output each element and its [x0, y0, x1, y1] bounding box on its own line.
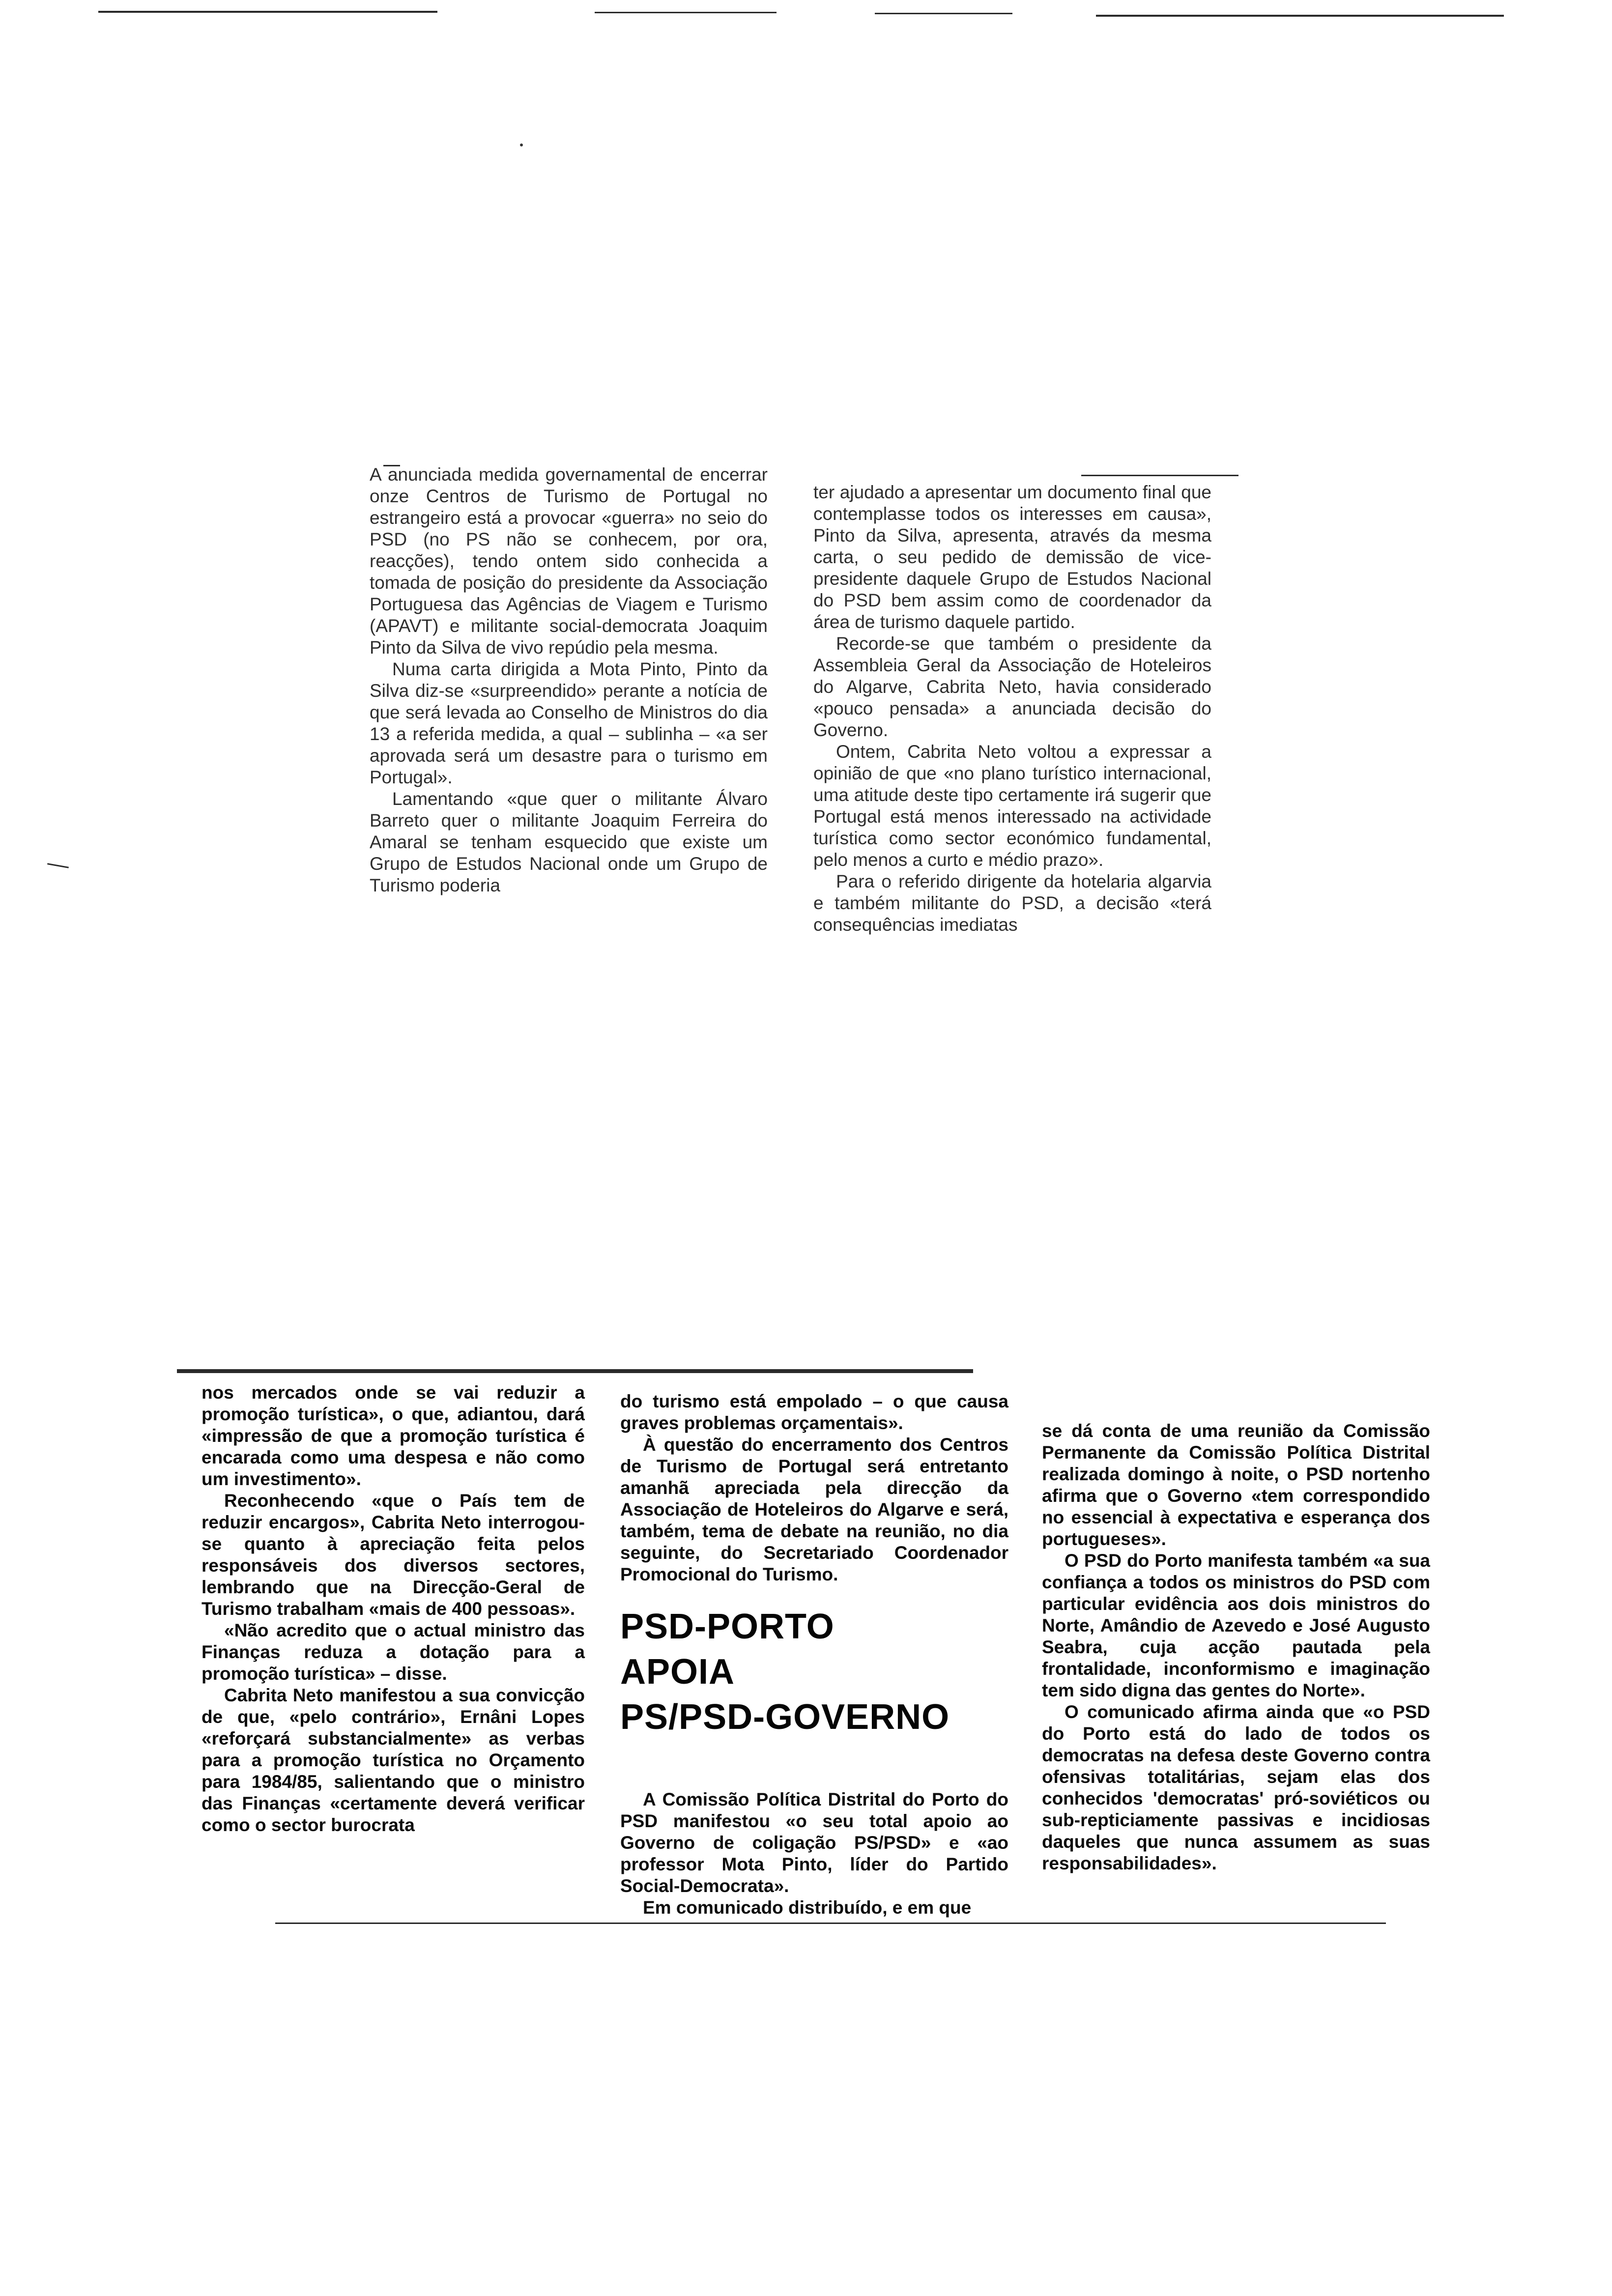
- clipping-bottom-top-rule: [177, 1369, 973, 1373]
- article-paragraph: A anunciada medida governamental de encerrar onze Centros de Turismo de Portugal no estrangeiro está a provocar «guerra» no seio do PSD (no PS não se conhecem, por ora, reacções), tendo ontem sido conhecida a tomada de posição do presidente da Associação Portuguesa das Agências de Viagem e Turismo (APAVT) e militante social-democrata Joaquim Pinto da Silva de vivo repúdio pela mesma.: [370, 464, 768, 658]
- article-headline: [620, 1604, 1008, 1740]
- article-paragraph: se dá conta de uma reunião da Comissão Permanente da Comissão Política Distrital realizada domingo à noite, o PSD nortenho afirma que o Governo «tem correspondido no essencial à expectativa e esperança dos portugueses».: [1042, 1421, 1430, 1549]
- scan-margin-mark: [47, 863, 69, 868]
- scan-top-rule-1: [98, 11, 437, 13]
- article-paragraph: Lamentando «que quer o militante Álvaro Barreto quer o militante Joaquim Ferreira do Amaral se tenham esquecido que existe um Grupo de Estudos Nacional onde um Grupo de Turismo poderia: [370, 789, 768, 895]
- clipping-bottom-column-1: [202, 1382, 585, 1836]
- scan-top-rule-4: [1096, 15, 1504, 17]
- article-paragraph: A Comissão Política Distrital do Porto do PSD manifestou «o seu total apoio ao Governo de coligação PS/PSD» e «ao professor Mota Pinto, líder do Partido Social-Democrata».: [620, 1789, 1008, 1896]
- article-paragraph: Recorde-se que também o presidente da Assembleia Geral da Associação de Hoteleiros do Algarve, Cabrita Neto, havia considerado «pouco pensada» a anunciada decisão do Governo.: [813, 633, 1211, 740]
- article-paragraph: «Não acredito que o actual ministro das Finanças reduza a dotação para a promoção turística» – disse.: [202, 1620, 585, 1684]
- clipping-top-edge-rule: [1081, 475, 1238, 476]
- article-paragraph: Numa carta dirigida a Mota Pinto, Pinto da Silva diz-se «surpreendido» perante a notícia de que será levada ao Conselho de Ministros do dia 13 a referida medida, a qual – sublinha – «a ser aprovada será um desastre para o turismo em Portugal».: [370, 659, 768, 787]
- article-paragraph: Reconhecendo «que o País tem de reduzir encargos», Cabrita Neto interrogou-se quanto à apreciação feita pelos responsáveis dos diversos sectores, lembrando que na Direcção-Geral de Turismo trabalham «mais de 400 pessoas».: [202, 1491, 585, 1619]
- article-paragraph: do turismo está empolado – o que causa graves problemas orçamentais».: [620, 1391, 1008, 1433]
- clipping-bottom-column-3: [1042, 1420, 1430, 1874]
- clipping-bottom-column-2: [620, 1391, 1008, 1919]
- article-paragraph: Cabrita Neto manifestou a sua convicção de que, «pelo contrário», Ernâni Lopes «reforçará substancialmente» as verbas para a promoção turística no Orçamento para 1984/85, salientando que o ministro das Finanças «certamente deverá verificar como o sector burocrata: [202, 1685, 585, 1835]
- article-paragraph: ter ajudado a apresentar um documento final que contemplasse todos os interesses em causa», Pinto da Silva, apresenta, através da mesma carta, o seu pedido de demissão de vice-presidente daquele Grupo de Estudos Nacional do PSD bem assim como de coordenador da área de turismo daquele partido.: [813, 482, 1211, 632]
- article-paragraph: Para o referido dirigente da hotelaria algarvia e também militante do PSD, a decisão «terá consequências imediatas: [813, 871, 1211, 935]
- scan-speck: [520, 144, 523, 146]
- headline-line: PS/PSD-GOVERNO: [620, 1697, 950, 1737]
- article-paragraph: Em comunicado distribuído, e em que: [643, 1897, 972, 1918]
- article-paragraph: O comunicado afirma ainda que «o PSD do Porto está do lado de todos os democratas na defesa deste Governo contra ofensivas totalitárias, sejam elas dos conhecidos 'democratas' pró-soviéticos ou sub-repticiamente passivas e incidiosas daqueles que nunca assumem as suas responsabilidades».: [1042, 1702, 1430, 1873]
- article-paragraph: O PSD do Porto manifesta também «a sua confiança a todos os ministros do PSD com particular evidência aos dois ministros do Norte, Amândio de Azevedo e José Augusto Seabra, cuja acção pautada pela frontalidade, inconformismo e imaginação tem sido digna das gentes do Norte».: [1042, 1550, 1430, 1700]
- article-paragraph: À questão do encerramento dos Centros de Turismo de Portugal será entretanto amanhã apreciada pela direcção da Associação de Hoteleiros do Algarve e será, também, tema de debate na reunião, no dia seguinte, do Secretariado Coordenador Promocional do Turismo.: [620, 1435, 1008, 1584]
- clipping-bottom-bottom-rule: [275, 1923, 1386, 1924]
- headline-line: APOIA: [620, 1652, 735, 1692]
- clipping-top-column-1: [370, 464, 768, 896]
- article-paragraph: nos mercados onde se vai reduzir a promoção turística», o que, adiantou, dará «impressão de que a promoção turística é encarada como uma despesa e não como um investimento».: [202, 1382, 585, 1489]
- scan-top-rule-3: [875, 13, 1012, 14]
- headline-line: PSD-PORTO: [620, 1607, 835, 1646]
- clipping-top-column-2: [813, 482, 1211, 936]
- article-paragraph: Ontem, Cabrita Neto voltou a expressar a opinião de que «no plano turístico internacional, uma atitude deste tipo certamente irá sugerir que Portugal está menos interessado na actividade turística como sector económico fundamental, pelo menos a curto e médio prazo».: [813, 742, 1211, 870]
- scan-top-rule-2: [595, 12, 777, 13]
